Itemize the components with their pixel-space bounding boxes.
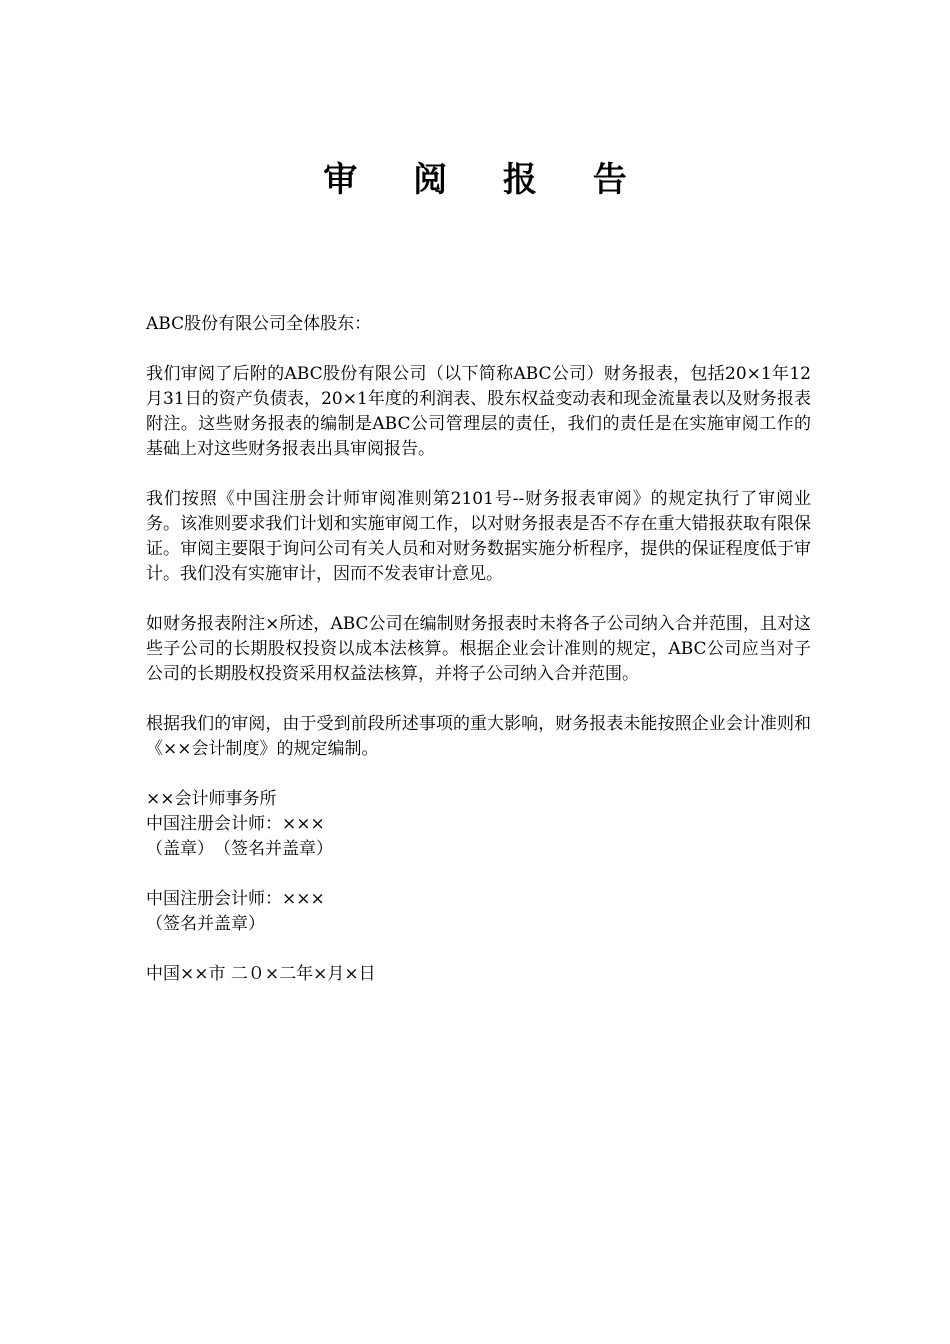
firm-name: ××会计师事务所 xyxy=(146,789,277,809)
paragraph-standards: 我们按照《中国注册会计师审阅准则第2101号--财务报表审阅》的规定执行了审阅业务。该准则要求我们计划和实施审阅工作，以对财务报表是否不存在重大错报获取有限保证。审阅主要限于询问公司有关人员和对财务数据实施分析程序，提供的保证程度低于审计。我们没有实施审计，因而不发表审计意见。 xyxy=(146,489,811,584)
paragraph-conclusion: 根据我们的审阅，由于受到前段所述事项的重大影响，财务报表未能按照企业会计准则和《××会计制度》的规定编制。 xyxy=(146,714,811,759)
salutation: ABC股份有限公司全体股东： xyxy=(146,314,372,334)
cpa-1: 中国注册会计师：××× xyxy=(146,814,325,834)
cpa-1-seals: （盖章） （签名并盖章） xyxy=(146,839,333,859)
paragraph-matter: 如财务报表附注×所述，ABC公司在编制财务报表时未将各子公司纳入合并范围，且对这些子公司的长期股权投资以成本法核算。根据企业会计准则的规定，ABC公司应当对子公司的长期股权投资采用权益法核算，并将子公司纳入合并范围。 xyxy=(146,614,811,684)
report-body xyxy=(146,312,811,1012)
cpa-2: 中国注册会计师：××× xyxy=(146,889,325,909)
report-title: 审 阅 报 告 xyxy=(323,160,649,200)
place-date: 中国××市 二０×二年×月×日 xyxy=(146,964,376,984)
signature-block-cpa2 xyxy=(146,887,811,937)
paragraph-scope: 我们审阅了后附的ABC股份有限公司（以下简称ABC公司）财务报表，包括20×1年12月31日的资产负债表，20×1年度的利润表、股东权益变动表和现金流量表以及财务报表附注。这些财务报表的编制是ABC公司管理层的责任，我们的责任是在实施审阅工作的基础上对这些财务报表出具审阅报告。 xyxy=(146,364,811,459)
signature-block-firm xyxy=(146,787,811,862)
cpa-2-seal: （签名并盖章） xyxy=(146,914,265,934)
